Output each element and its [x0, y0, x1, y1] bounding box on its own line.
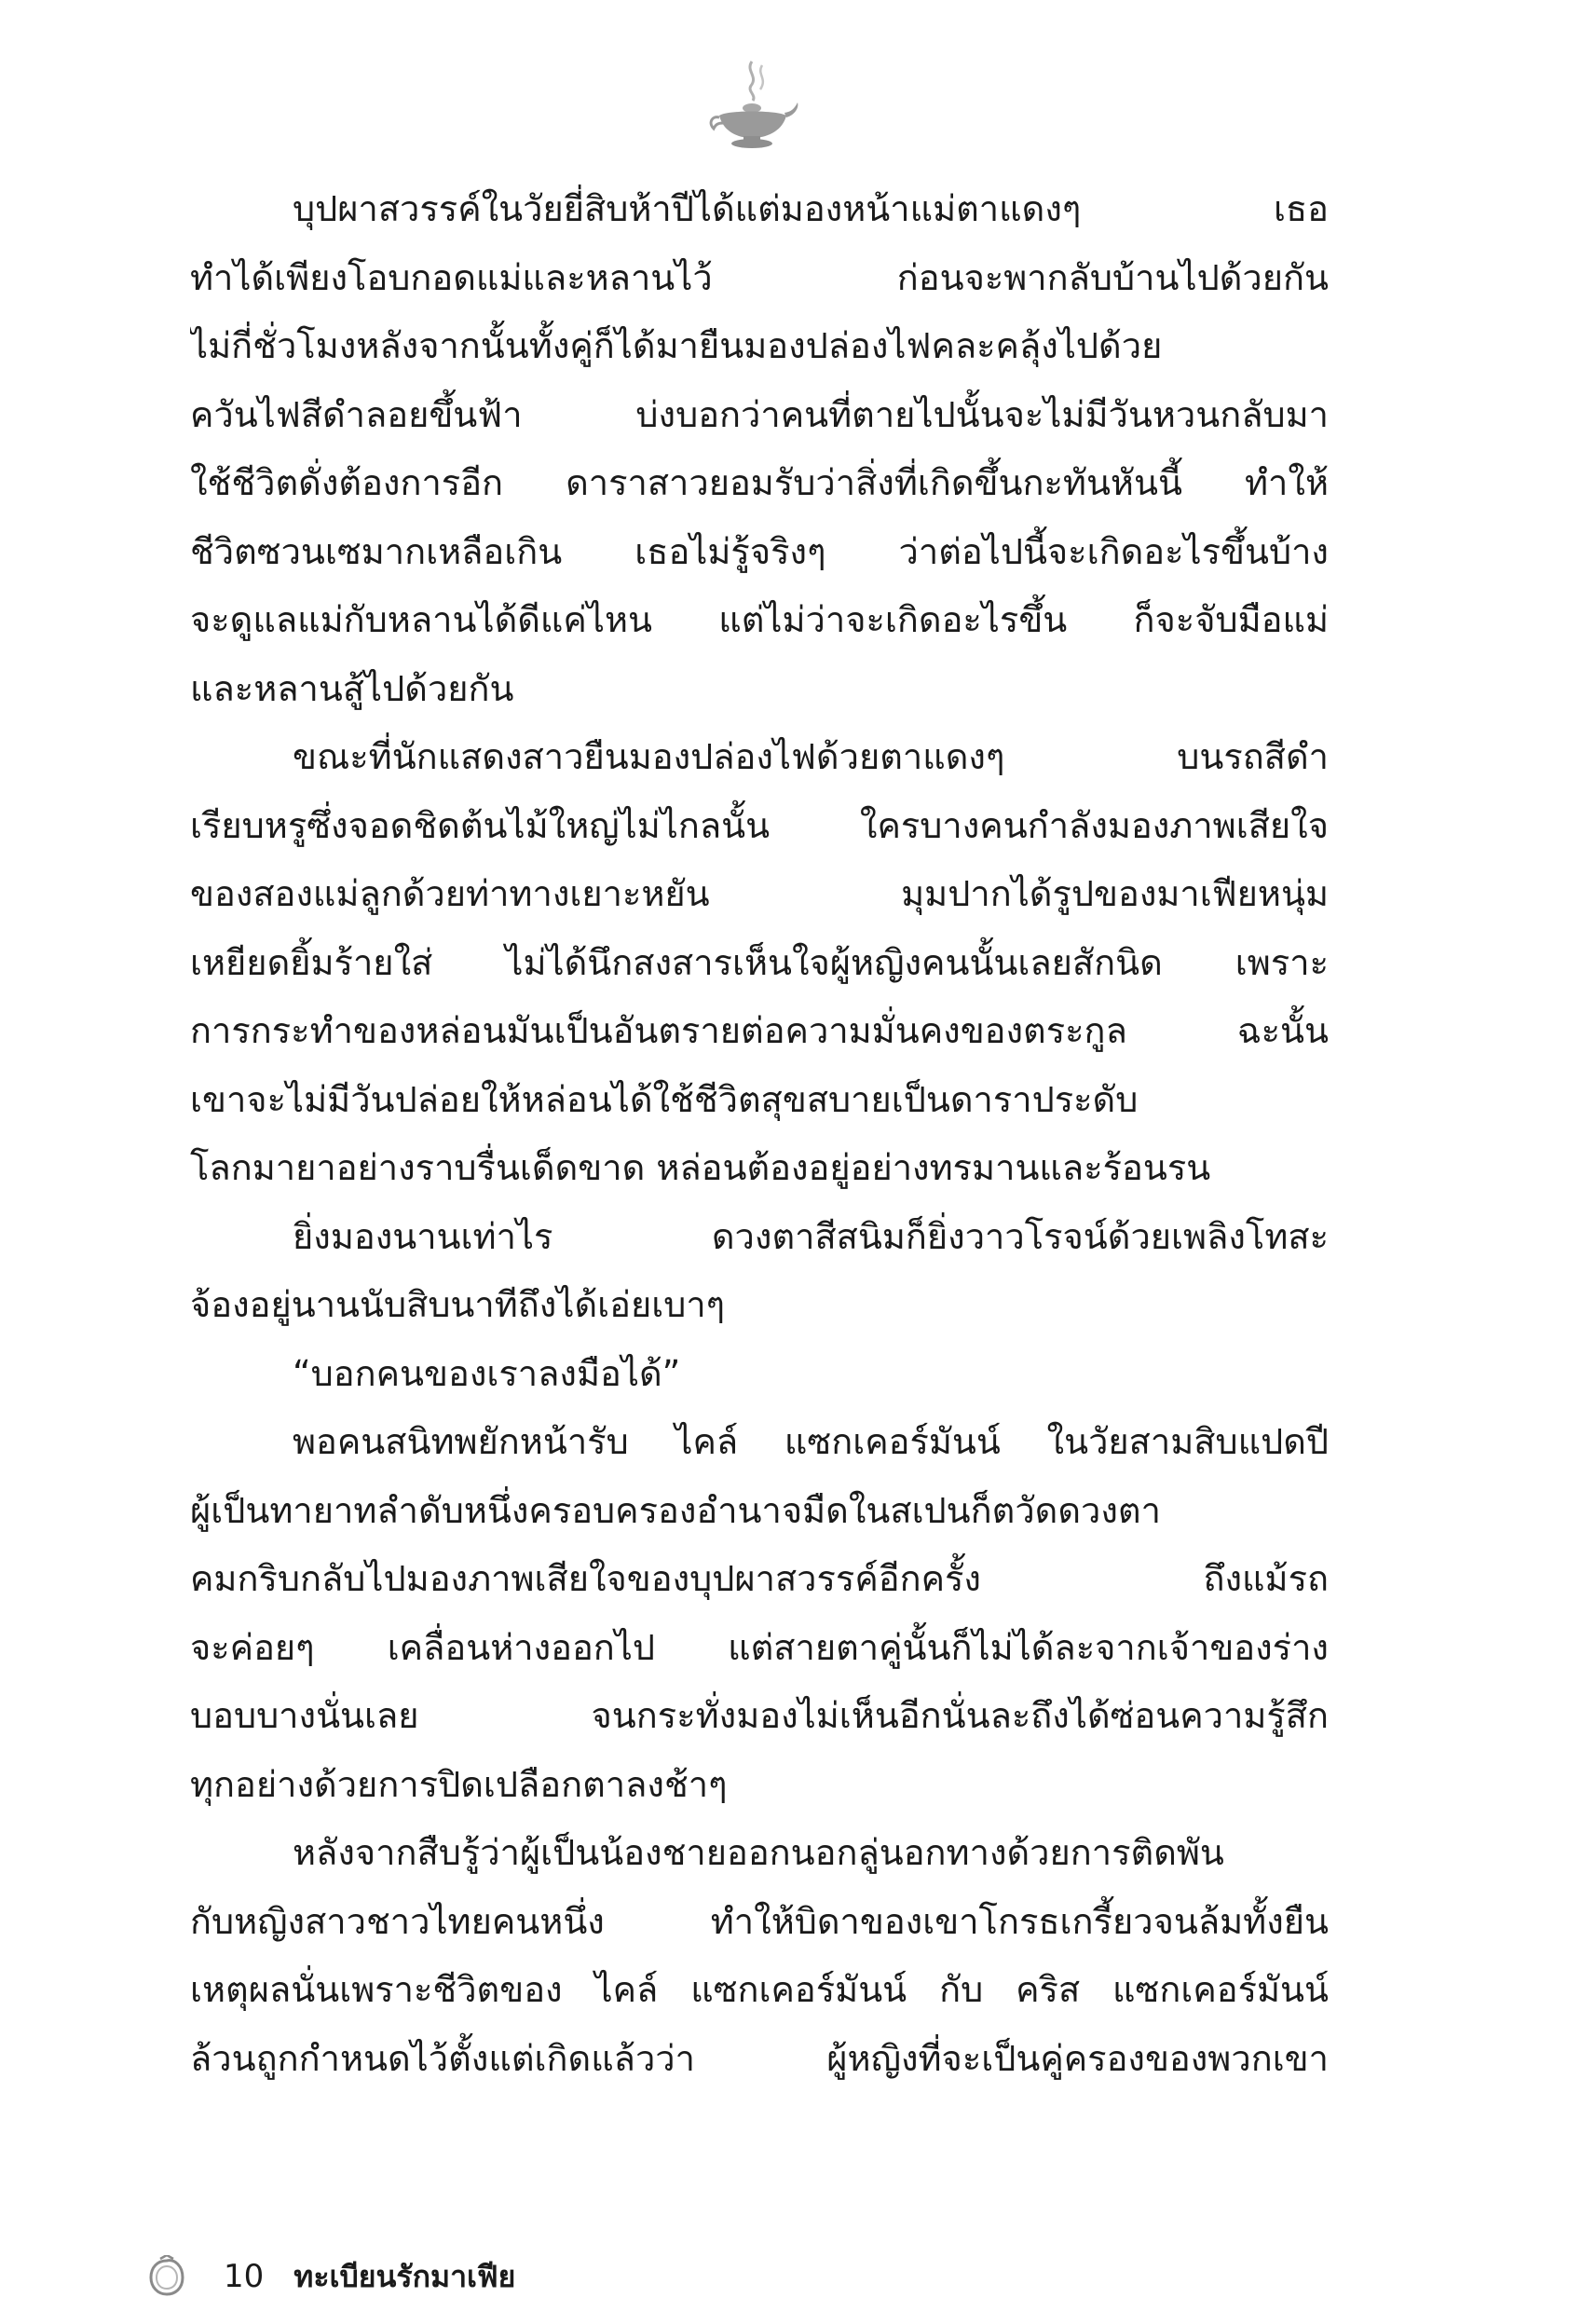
text-line: เหตุผลนั่นเพราะชีวิตของ ไคล์ แซกเคอร์มันน์ กับ คริส แซกเคอร์มันน์ [190, 1969, 1329, 2010]
text-line: พอคนสนิทพยักหน้ารับ ไคล์ แซกเคอร์มันน์ ในวัยสามสิบแปดปี [293, 1421, 1329, 1462]
book-title: ทะเบียนรักมาเฟีย [293, 2258, 516, 2294]
text-line: ชีวิตซวนเซมากเหลือเกิน เธอไม่รู้จริงๆ ว่าต่อไปนี้จะเกิดอะไรขึ้นบ้าง [190, 530, 1329, 572]
text-line: การกระทำของหล่อนมันเป็นอันตรายต่อความมั่นคงของตระกูล ฉะนั้น [190, 1010, 1329, 1051]
text-line: ขณะที่นักแสดงสาวยืนมองปล่องไฟด้วยตาแดงๆ บนรถสีดำ [293, 736, 1329, 777]
text-line: เรียบหรูซึ่งจอดชิดต้นไม้ใหญ่ไม่ไกลนั้น ใครบางคนกำลังมองภาพเสียใจ [190, 804, 1329, 846]
text-line: ยิ่งมองนานเท่าไร ดวงตาสีสนิมก็ยิ่งวาวโรจน์ด้วยเพลิงโทสะ [293, 1215, 1329, 1257]
text-line: จ้องอยู่นานนับสิบนาทีถึงได้เอ่ยเบาๆ [190, 1284, 726, 1325]
text-line: ของสองแม่ลูกด้วยท่าทางเยาะหยัน มุมปากได้รูปของมาเฟียหนุ่ม [190, 873, 1329, 914]
text-line: เหยียดยิ้มร้ายใส่ ไม่ได้นึกสงสารเห็นใจผู้หญิงคนนั้นเลยสักนิด เพราะ [190, 941, 1329, 983]
page-footer [147, 2253, 515, 2300]
ring-icon [147, 2255, 186, 2298]
magic-lamp-icon [701, 54, 803, 157]
text-line: เขาจะไม่มีวันปล่อยให้หล่อนได้ใช้ชีวิตสุขสบายเป็นดาราประดับ [190, 1078, 1139, 1120]
text-line: คมกริบกลับไปมองภาพเสียใจของบุปผาสวรรค์อีกครั้ง ถึงแม้รถ [190, 1558, 1329, 1599]
text-line: จะดูแลแม่กับหลานได้ดีแค่ไหน แต่ไม่ว่าจะเกิดอะไรขึ้น ก็จะจับมือแม่ [190, 599, 1329, 640]
text-line: ทุกอย่างด้วยการปิดเปลือกตาลงช้าๆ [190, 1763, 728, 1805]
text-line: ทำได้เพียงโอบกอดแม่และหลานไว้ ก่อนจะพากลับบ้านไปด้วยกัน [190, 256, 1329, 298]
text-line: ควันไฟสีดำลอยขึ้นฟ้า บ่งบอกว่าคนที่ตายไปนั้นจะไม่มีวันหวนกลับมา [190, 393, 1329, 435]
text-line: จะค่อยๆ เคลื่อนห่างออกไป แต่สายตาคู่นั้นก็ไม่ได้ละจากเจ้าของร่าง [190, 1626, 1329, 1668]
text-line: บอบบางนั่นเลย จนกระทั่งมองไม่เห็นอีกนั่นละถึงได้ซ่อนความรู้สึก [190, 1695, 1329, 1736]
text-line: “บอกคนของเราลงมือได้” [293, 1352, 681, 1394]
text-line: โลกมายาอย่างราบรื่นเด็ดขาด หล่อนต้องอยู่อย่างทรมานและร้อนรน [190, 1147, 1211, 1188]
body-text [190, 175, 1329, 2093]
text-line: ใช้ชีวิตดั่งต้องการอีก ดาราสาวยอมรับว่าสิ่งที่เกิดขึ้นกะทันหันนี้ ทำให้ [190, 462, 1329, 503]
text-line: ล้วนถูกกำหนดไว้ตั้งแต่เกิดแล้วว่า ผู้หญิงที่จะเป็นคู่ครองของพวกเขา [190, 2037, 1329, 2079]
text-line: ไม่กี่ชั่วโมงหลังจากนั้นทั้งคู่ก็ได้มายืนมองปล่องไฟคละคลุ้งไปด้วย [190, 325, 1163, 366]
text-line: กับหญิงสาวชาวไทยคนหนึ่ง ทำให้บิดาของเขาโกรธเกรี้ยวจนล้มทั้งยืน [190, 1900, 1329, 1942]
text-line: บุปผาสวรรค์ในวัยยี่สิบห้าปีได้แต่มองหน้าแม่ตาแดงๆ เธอ [293, 188, 1329, 229]
text-line: และหลานสู้ไปด้วยกัน [190, 667, 514, 709]
text-line: ผู้เป็นทายาทลำดับหนึ่งครอบครองอำนาจมืดในสเปนก็ตวัดดวงตา [190, 1489, 1161, 1531]
page-number: 10 [224, 2258, 265, 2295]
text-line: หลังจากสืบรู้ว่าผู้เป็นน้องชายออกนอกลู่นอกทางด้วยการติดพัน [293, 1832, 1224, 1873]
